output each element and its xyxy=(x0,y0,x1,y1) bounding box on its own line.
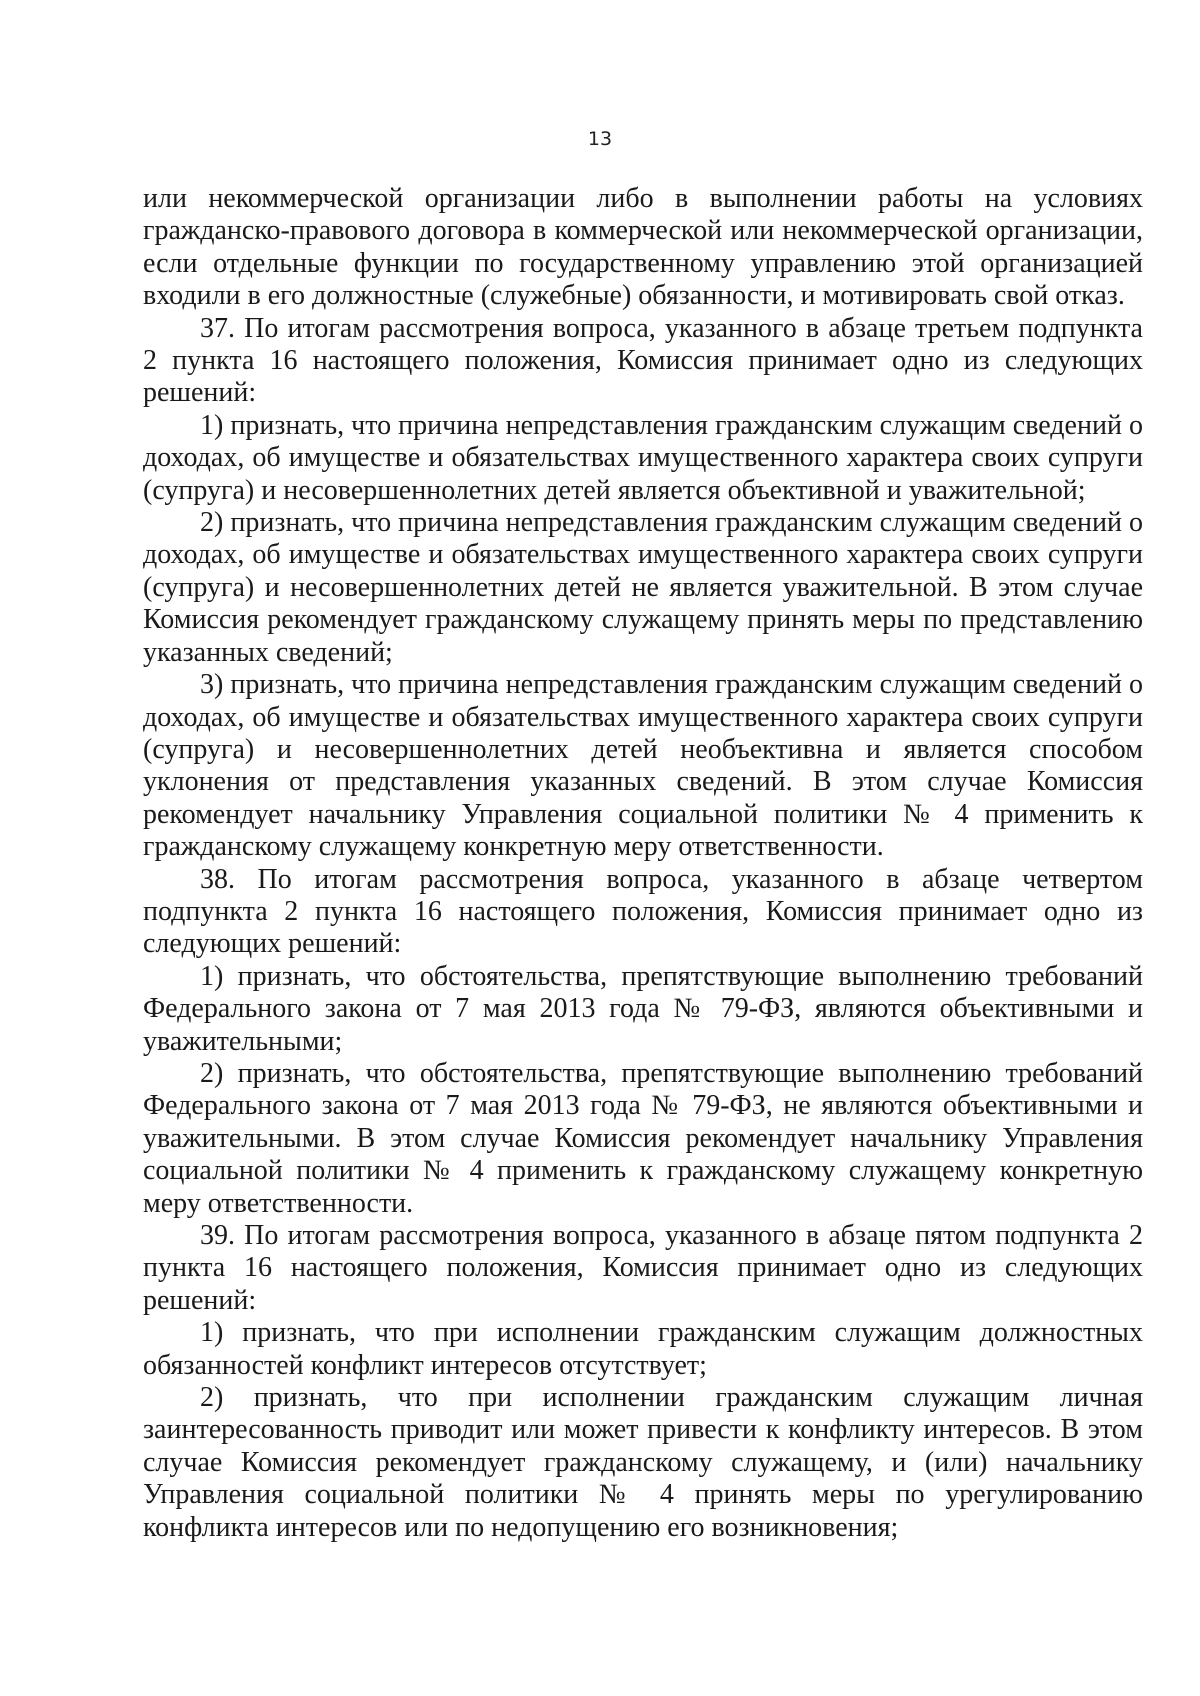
page-number: 13 xyxy=(587,128,613,150)
paragraph-38-subitem-2: 2) признать, что обстоятельства, препятствующие выполнению требований Федерального закона от 7 мая 2013 года № 79-ФЗ, не являются объективными и уважительными. В этом случае Комиссия рекомендует начальнику Управления социальной политики № 4 применить к гражданскому служащему конкретную меру ответственности. xyxy=(143,1057,1143,1219)
paragraph-item-37: 37. По итогам рассмотрения вопроса, указанного в абзаце третьем подпункта 2 пункта 16 настоящего положения, Комиссия принимает одно из следующих решений: xyxy=(143,312,1143,409)
paragraph-37-subitem-3: 3) признать, что причина непредставления гражданским служащим сведений о доходах, об имуществе и обязательствах имущественного характера своих супруги (супруга) и несовершеннолетних детей необъективна и является способом уклонения от представления указанных сведений. В этом случае Комиссия рекомендует начальнику Управления социальной политики № 4 применить к гражданскому служащему конкретную меру ответственности. xyxy=(143,669,1143,863)
paragraph-item-39: 39. По итогам рассмотрения вопроса, указанного в абзаце пятом подпункта 2 пункта 16 настоящего положения, Комиссия принимает одно из следующих решений: xyxy=(143,1220,1143,1316)
paragraph-37-subitem-2: 2) признать, что причина непредставления гражданским служащим сведений о доходах, об имуществе и обязательствах имущественного характера своих супруги (супруга) и несовершеннолетних детей не является уважительной. В этом случае Комиссия рекомендует гражданскому служащему принять меры по представлению указанных сведений; xyxy=(143,507,1143,668)
document-body xyxy=(143,183,1143,1544)
paragraph-37-subitem-1: 1) признать, что причина непредставления гражданским служащим сведений о доходах, об имуществе и обязательствах имущественного характера своих супруги (супруга) и несовершеннолетних детей является объективной и уважительной; xyxy=(143,409,1143,506)
paragraph-39-subitem-2: 2) признать, что при исполнении гражданским служащим личная заинтересованность приводит или может привести к конфликту интересов. В этом случае Комиссия рекомендует гражданскому служащему, и (или) начальнику Управления социальной политики № 4 принять меры по урегулированию конфликта интересов или по недопущению его возникновения; xyxy=(143,1382,1143,1543)
paragraph-continuation: или некоммерческой организации либо в выполнении работы на условиях гражданско-правового договора в коммерческой или некоммерческой организации, если отдельные функции по государственному управлению этой организацией входили в его должностные (служебные) обязанности, и мотивировать свой отказ. xyxy=(143,183,1143,312)
paragraph-38-subitem-1: 1) признать, что обстоятельства, препятствующие выполнению требований Федерального закона от 7 мая 2013 года № 79-ФЗ, являются объективными и уважительными; xyxy=(143,960,1143,1057)
paragraph-item-38: 38. По итогам рассмотрения вопроса, указанного в абзаце четвертом подпункта 2 пункта 16 настоящего положения, Комиссия принимает одно из следующих решений: xyxy=(143,863,1143,960)
paragraph-39-subitem-1: 1) признать, что при исполнении гражданским служащим должностных обязанностей конфликт интересов отсутствует; xyxy=(143,1317,1143,1381)
